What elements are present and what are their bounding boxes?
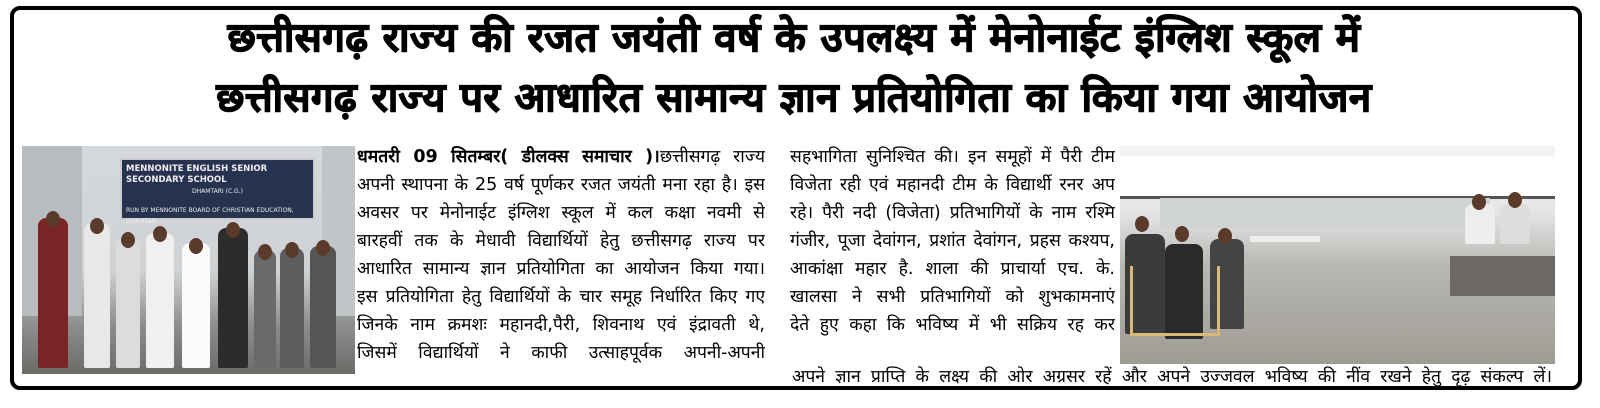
sign-footer: RUN BY MENNONITE BOARD OF CHRISTIAN EDUCATION, DHAMTARI. (126, 207, 294, 225)
article-line: खालसा ने सभी प्रतिभागियों को शुभकामनाएं (790, 287, 1115, 307)
article-line: इस प्रतियोगिता हेतु विद्यार्थियों के चार समूह निर्धारित किए गए (357, 287, 765, 307)
article-line: अपनी स्थापना के 25 वर्ष पूर्णकर रजत जयंती मना रहा है। इस (357, 175, 765, 195)
article-line: गंजीर, पूजा देवांगन, प्रशांत देवांगन, प्रहस कश्यप, (790, 231, 1115, 251)
article-line (357, 143, 765, 171)
article-line: बारहवीं तक के मेधावी विद्यार्थियों हेतु छत्तीसगढ़ राज्य पर (357, 231, 765, 251)
school-group-photo (22, 146, 355, 374)
sign-city: DHAMTARI (C.G.) (192, 188, 243, 195)
article-line: जिसमें विद्यार्थियों ने काफी उत्साहपूर्वक अपनी-अपनी (357, 343, 765, 363)
article-line: देते हुए कहा कि भविष्य में भी सक्रिय रह कर (790, 315, 1115, 335)
school-signboard (120, 158, 315, 225)
article-line: विजेता रही एवं महानदी टीम के विद्यार्थी रनर अप (790, 175, 1115, 195)
article-line: आधारित सामान्य ज्ञान प्रतियोगिता का आयोजन किया गया। (357, 259, 765, 279)
article-line: जिनके नाम क्रमशः महानदी,पैरी, शिवनाथ एवं इंद्रावती थे, (357, 315, 765, 335)
headline-line-1: छत्तीसगढ़ राज्य की रजत जयंती वर्ष के उपलक्ष्य में मेनोनाईट इंग्लिश स्कूल में (227, 15, 1361, 61)
article-line: आकांक्षा महार है. शाला की प्राचार्या एच. के. (790, 259, 1115, 279)
article-line: सहभागिता सुनिश्चित की। इन समूहों में पैरी टीम (790, 147, 1115, 167)
competition-photo (1120, 146, 1555, 364)
article-line: अपने ज्ञान प्राप्ति के लक्ष्य की ओर अग्रसर रहें और अपने उज्जवल भविष्य की नींव रखने हेतु दृढ़ संकल्प लें। (792, 367, 1552, 387)
dateline: धमतरी 09 सितम्बर( डीलक्स समाचार )। (357, 147, 660, 167)
article-text: छत्तीसगढ़ राज्य (659, 147, 765, 167)
article-line: रहे। पैरी नदी (विजेता) प्रतिभागियों के नाम रश्मि (790, 203, 1115, 223)
sign-title: MENNONITE ENGLISH SENIOR SECONDARY SCHOOL (126, 164, 268, 185)
article-line: अवसर पर मेनोनाईट इंग्लिश स्कूल में कल कक्षा नवमी से (357, 203, 765, 223)
headline-line-2: छत्तीसगढ़ राज्य पर आधारित सामान्य ज्ञान प्रतियोगिता का किया गया आयोजन (216, 75, 1372, 121)
